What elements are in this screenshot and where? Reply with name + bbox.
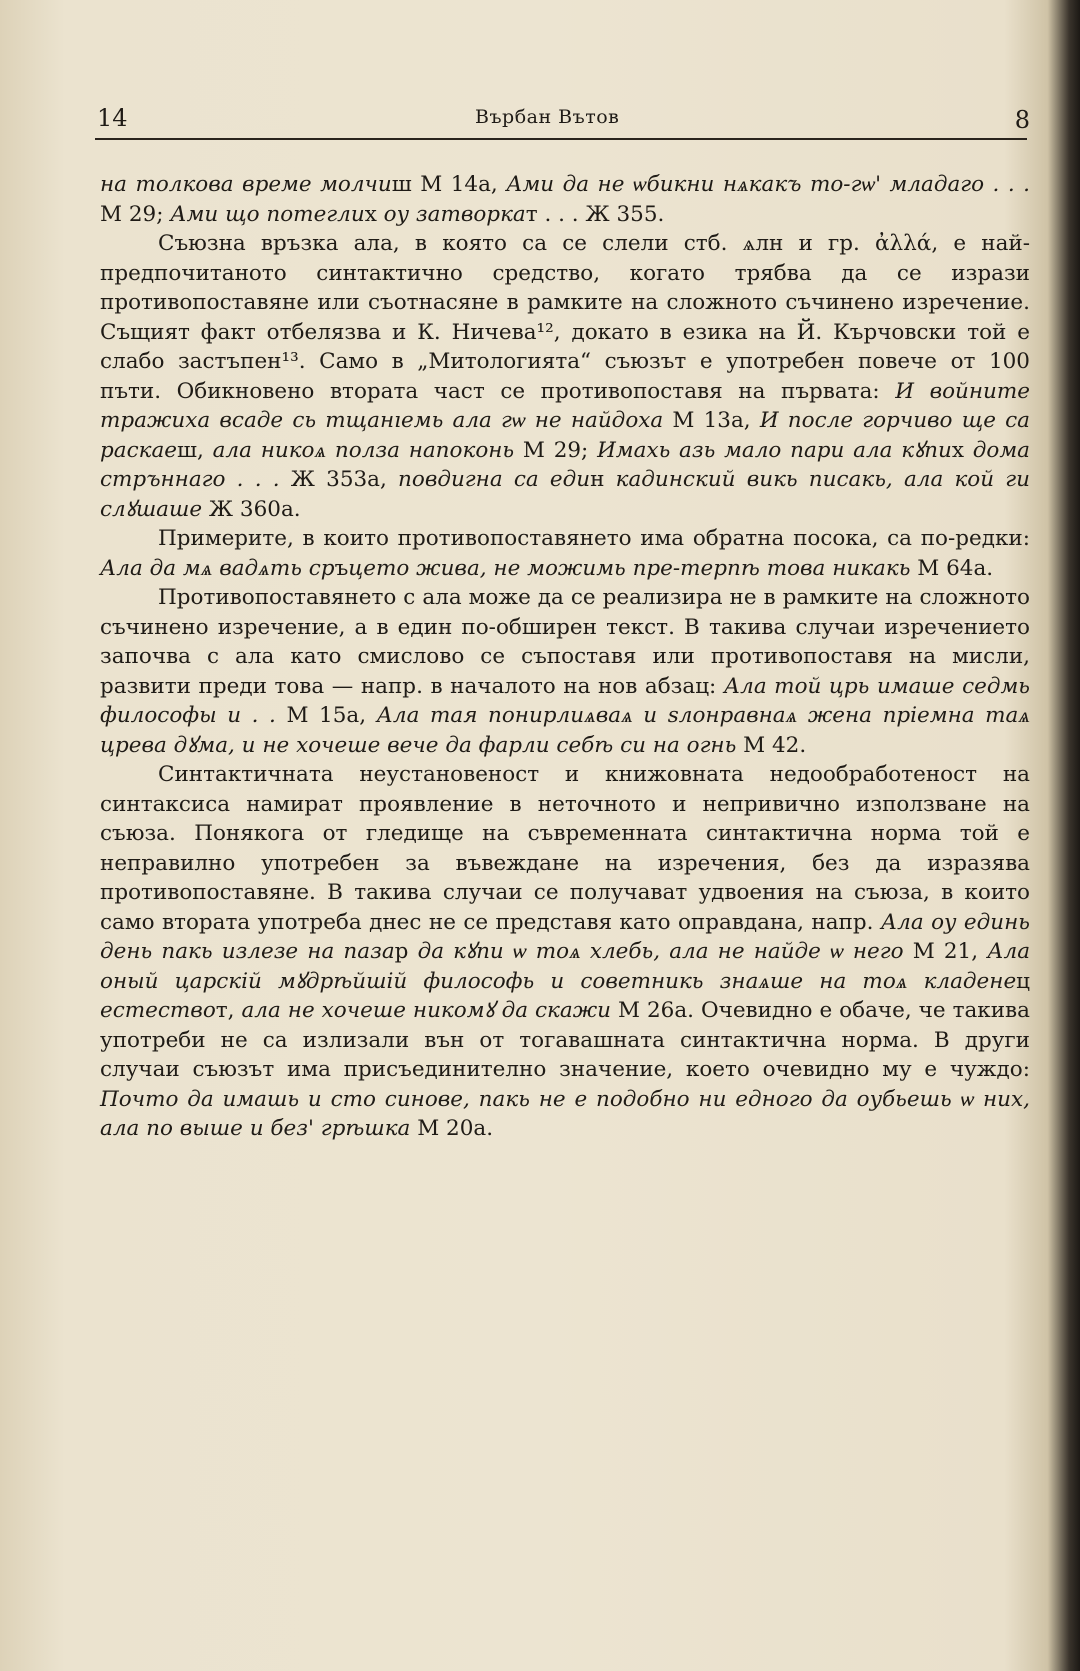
text-run: М 26а. Очевидно е обаче, че такива употреби не са излизали вън от тогавашната синтактична норма. В други случаи съюзът има присъединително значение, което очевидно му е чуждо: bbox=[100, 998, 1030, 1082]
example-quote: Ами да не ѡбикни нѧкакъ то-гѡ' младаго . . . bbox=[506, 172, 1031, 197]
text-run: М 64а. bbox=[910, 555, 994, 581]
text-run: М 13а, bbox=[663, 408, 760, 433]
text-run: М 21, bbox=[903, 939, 988, 964]
text-run: х bbox=[364, 201, 384, 227]
text-run: М 29; bbox=[100, 201, 171, 227]
text-run: М 29; bbox=[514, 437, 598, 463]
text-run: ш М 14а, bbox=[391, 172, 507, 197]
text-run: Ж 360а. bbox=[202, 496, 301, 522]
example-quote: на толкова време молчи bbox=[100, 172, 392, 197]
text-run: М 20а. bbox=[410, 1116, 494, 1141]
text-run: т, bbox=[215, 998, 242, 1023]
example-quote: Ами що потегли bbox=[170, 201, 365, 227]
paragraph bbox=[100, 524, 1030, 583]
paragraph bbox=[100, 760, 1030, 1144]
example-quote: Ала тая понирлиѧваѧ и ѕлонравнаѧ жена пріемна таѧ црева дꙋма, и не хочеше вече да фарли себѣ си на огнь bbox=[100, 703, 1031, 758]
page-number: 14 bbox=[97, 104, 128, 132]
example-quote: оу затворка bbox=[383, 201, 526, 227]
paragraph bbox=[100, 170, 1030, 229]
example-quote: Ала оу единь день пакь излезе на паза bbox=[100, 909, 1030, 964]
example-quote: Имахь азь мало пари ала кꙋпи bbox=[597, 437, 952, 463]
text-run: т . . . Ж 355. bbox=[525, 201, 665, 227]
text-run: х bbox=[951, 437, 973, 463]
text-run: М 15а, bbox=[275, 703, 377, 728]
text-run: Примерите, в които противопоставянето има обратна посока, са по-редки: bbox=[158, 526, 1030, 551]
example-quote: Ала оный царскій мꙋдрѣйшій философь и советникь знаѧше на тоѧ кладене bbox=[100, 939, 1031, 994]
example-quote: Ала той црь имаше седмь философы и . . bbox=[100, 673, 1030, 728]
example-quote: кадинский викь писакь, ала кой ги слꙋшаше bbox=[100, 467, 1031, 522]
example-quote: да кꙋпи ѡ тоѧ хлебь, ала не найде ѡ него bbox=[417, 939, 904, 964]
text-run: ш, bbox=[177, 437, 213, 463]
running-title: Върбан Вътов bbox=[475, 106, 620, 128]
text-run: ъ bbox=[334, 555, 349, 581]
example-quote: ала никоѧ полза напоконь bbox=[212, 437, 515, 463]
example-quote: Почто да имашь и сто синове, пакь не е подобно ни едного да оубьешь ѡ них, ала по выше и без' грѣшка bbox=[100, 1086, 1030, 1141]
example-quote: цето жива, не можимь пре-терпѣ това никакь bbox=[348, 555, 911, 581]
signature-number: 8 bbox=[1014, 106, 1030, 134]
text-run: Ж 353а, bbox=[290, 467, 399, 492]
paragraph bbox=[100, 583, 1030, 760]
example-quote: Ала да мѧ вадѧть ср bbox=[100, 555, 335, 581]
example-quote: ала не хочеше никомꙋ да скажи bbox=[241, 998, 612, 1023]
body-text bbox=[100, 170, 1030, 1144]
page-header bbox=[95, 100, 1030, 136]
text-run: н bbox=[590, 467, 616, 492]
text-run: Противопоставянето с ала може да се реализира не в рамките на сложното съчинено изречение, а в един по-обширен текст. В такива случаи изречението започва с ала като смислово се съпоставя или противопоставя на мисли, развити преди това — напр. в началото на нов абзац: bbox=[100, 585, 1030, 699]
text-run: Съюзна връзка ала, в която са се слели стб. ѧлн и гр. ἀλλά, е най-предпочитаното синтактично средство, когато трябва да се изрази противопоставяне или съотнасяне в рамките на сложното съчинено изречение. Същият факт отбелязва и К. Ничева¹², докато в езика на Й. Кърчовски той е слабо застъпен¹³. Само в „Митологията“ съюзът е употребен повече от 100 пъти. Обикновено втората част се противопоставя на първата: bbox=[100, 231, 1030, 404]
text-run: ц bbox=[1016, 968, 1030, 994]
text-run: Синтактичната неустановеност и книжовната недообработеност на синтаксиса намират проявление в неточното и непривично използване на съюза. Понякога от гледище на съвременната синтактична норма той е неправилно употребен за въвеждане на изречения, без да изразява противопоставяне. В такива случаи се получават удвоения на съюза, в които само втората употреба днес не се представя като оправдана, напр. bbox=[100, 762, 1030, 935]
example-quote: повдигна са еди bbox=[398, 467, 591, 492]
text-run: М 42. bbox=[736, 732, 807, 758]
header-rule bbox=[95, 138, 1027, 140]
example-quote: И войните тражиха всаде сь тщанıемь ала гѡ не найдоха bbox=[100, 378, 1030, 433]
example-quote: естество bbox=[100, 998, 216, 1023]
paragraph bbox=[100, 229, 1030, 524]
text-run: р bbox=[394, 939, 418, 964]
example-quote: дома стръннаго . . . bbox=[100, 437, 1030, 492]
example-quote: И после горчиво ще са раскае bbox=[100, 408, 1031, 463]
